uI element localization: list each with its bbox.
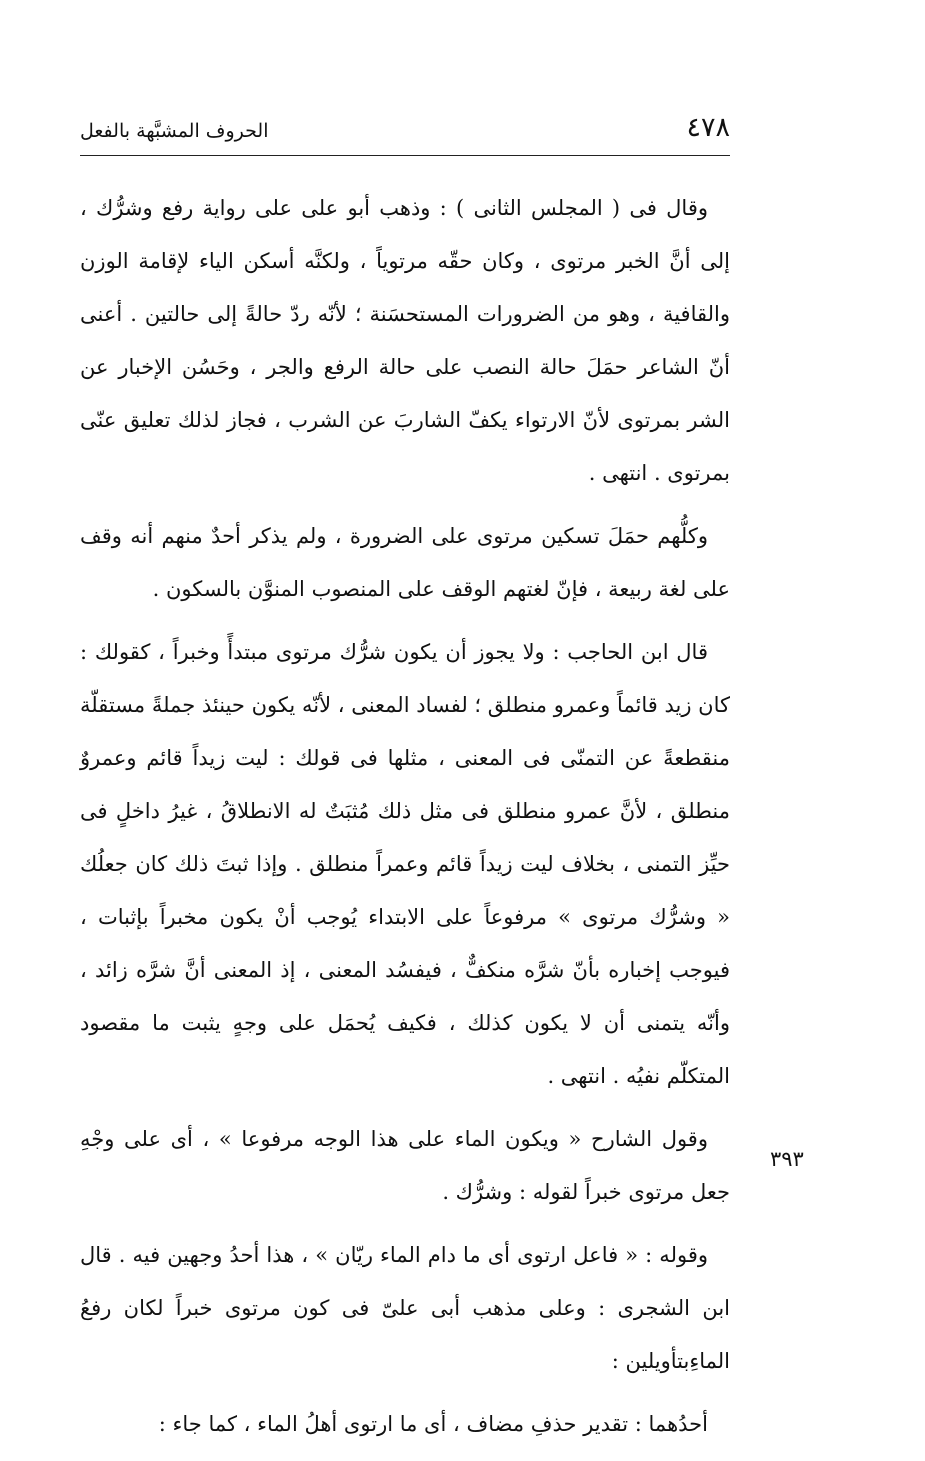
page-number: ٤٧٨ — [686, 112, 730, 143]
running-title: الحروف المشبَّهة بالفعل — [80, 120, 269, 142]
paragraph: قال ابن الحاجب : ولا يجوز أن يكون شرُّك مرتوى مبتدأً وخبراً ، كقولك : كان زيد قائماً وعمرو منطلق ؛ لفساد المعنى ، لأنّه يكون حينئذ جملةً مستقلّة منقطعةً عن التمنّى فى المعنى ، مثلها فى قولك : ليت زيداً قائم وعمروٌ منطلق ، لأنَّ عمرو منطلق فى مثل ذلك مُثبَتٌ له الانطلاقُ ، غيرُ داخلٍ فى حيِّز التمنى ، بخلاف ليت زيداً قائم وعمراً منطلق . وإذا ثبتَ ذلك كان جعلُك « وشرُّك مرتوى » مرفوعاً على الابتداء يُوجب أنْ يكون مخبراً بإثبات ، فيوجب إخباره بأنّ شرَّه منكفٌّ ، فيفسُد المعنى ، إذ المعنى أنَّ شرَّه زائد ، وأنّه يتمنى أن لا يكون كذلك ، فكيف يُحمَل على وجهٍ يثبت ما مقصود المتكلّم نفيُه . انتهى . — [80, 640, 730, 1088]
page-header — [80, 108, 730, 150]
body-text — [80, 182, 730, 1461]
header-rule — [80, 155, 730, 156]
paragraph: وقال فى ( المجلس الثانى ) : وذهب أبو على على رواية رفع وشرُّك ، إلى أنَّ الخبر مرتوى ، وكان حقّه مرتوياً ، ولكنَّه أسكن الياء لإقامة الوزن والقافية ، وهو من الضرورات المستحسَنة ؛ لأنّه ردّ حالةً إلى حالتين . أعنى أنّ الشاعر حمَلَ حالة النصب على حالة الرفع والجر ، وحَسُن الإخبار عن الشر بمرتوى لأنّ الارتواء يكفّ الشاربَ عن الشرب ، فجاز لذلك تعليق عنّى بمرتوى . انتهى . — [80, 196, 730, 485]
paragraph: أحدُهما : تقدير حذفِ مضاف ، أى ما ارتوى أهلُ الماء ، كما جاء : — [158, 1412, 708, 1436]
paragraph: وكلُّهم حمَلَ تسكين مرتوى على الضرورة ، ولم يذكر أحدٌ منهم أنه وقف على لغة ربيعة ، فإنّ لغتهم الوقف على المنصوب المنوَّن بالسكون . — [80, 524, 730, 601]
paragraph: وقوله : « فاعل ارتوى أى ما دام الماء ريّان » ، هذا أحدُ وجهين فيه . قال ابن الشجرى : وعلى مذهب أبى علىّ فى كون مرتوى خبراً لكان رفعُ الماءِبتأويلين : — [80, 1243, 730, 1373]
paragraph: وقول الشارح « ويكون الماء على هذا الوجه مرفوعا » ، أى على وجْهِ جعل مرتوى خبراً لقوله : وشرُّك . — [80, 1127, 730, 1204]
margin-note: ٣٩٣ — [770, 1147, 804, 1171]
